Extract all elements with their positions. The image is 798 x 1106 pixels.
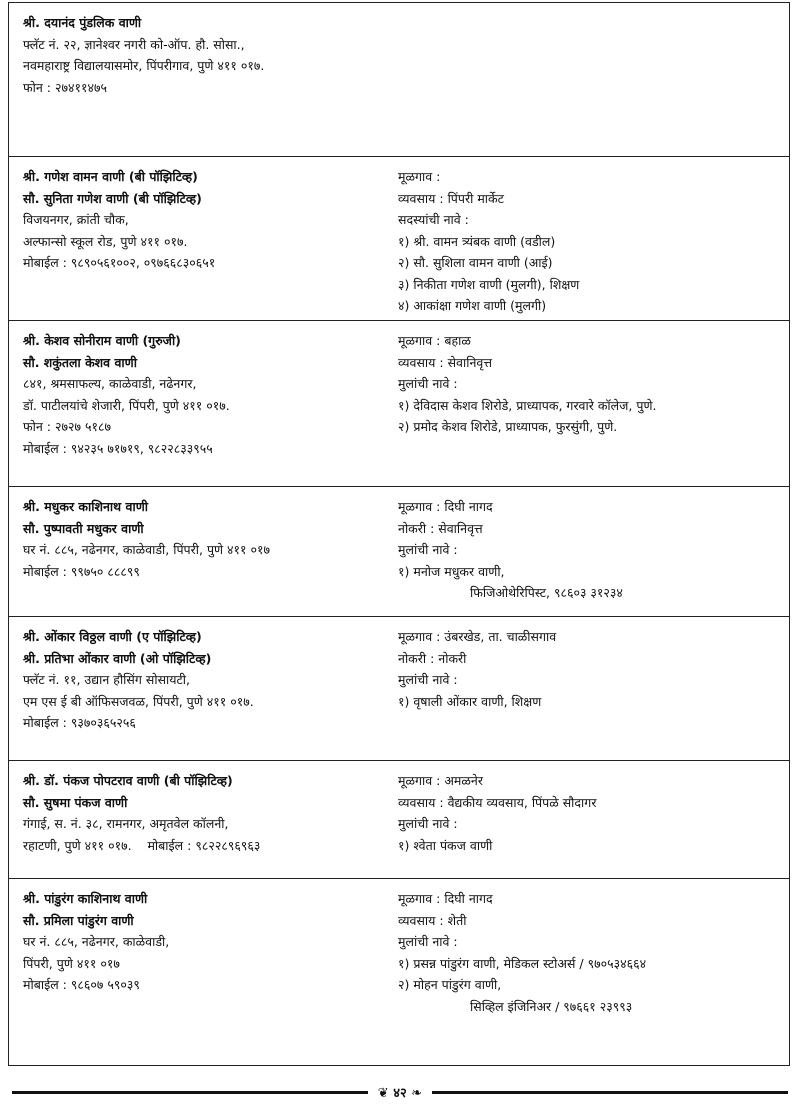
entry-contact-details [23,496,398,616]
member-item: २) सौ. सुशिला वामन वाणी (आई) [398,255,553,270]
children-heading: मुलांची नावे : [398,672,458,687]
address-line: अल्फान्सो स्कूल रोड, पुणे ४११ ०१७. [23,233,188,249]
occupation: व्यवसाय : शेती [398,912,467,928]
child-item: १) प्रसन्न पांडुरंग वाणी, मेडिकल स्टोअर्स / ९७०५३४६६४ [398,955,647,971]
children-heading: मुलांची नावे : [398,934,458,949]
member-name: श्री. केशव सोनीराम वाणी (गुरुजी) [23,333,181,348]
directory-entry-2 [8,156,790,320]
child-item: १) वृषाली ओंकार वाणी, शिक्षण [398,693,542,709]
phone-line: फोन : २७२७ ५१८७ [23,419,111,434]
entry-contact-details [23,770,398,878]
member-name: श्री. डॉ. पंकज पोपटराव वाणी (बी पॉझिटिव्ह) [23,773,233,788]
entry-contact-details [23,330,398,486]
page-number-value: ४२ [393,1086,407,1101]
entry-family-details [398,330,775,486]
member-name: श्री. ओंकार विठ्ठल वाणी (ए पॉझिटिव्ह) [23,629,202,644]
member-item: ३) निकीता गणेश वाणी (मुलगी), शिक्षण [398,276,580,292]
member-name: श्री. दयानंद पुंडलिक वाणी [23,15,142,30]
directory-entry-6 [8,760,790,878]
address-line: गंगाई, स. नं. ३८, रामनगर, अमृतवेल कॉलनी, [23,816,229,831]
address-line: ८४१, श्रमसाफल्य, काळेवाडी, नढेनगर, [23,376,197,391]
spouse-name: सौ. शकुंतला केशव वाणी [23,354,137,370]
page-footer [12,1082,788,1102]
footer-rule-left [12,1091,368,1094]
mobile-line: मोबाईल : ९८९०५६१००२, ०९७६६८३०६५१ [23,255,216,270]
address-line: नवमहाराष्ट्र विद्यालयासमोर, पिंपरीगाव, पुणे ४११ ०१७. [23,58,265,73]
occupation: व्यवसाय : वैद्यकीय व्यवसाय, पिंपळे सौदागर [398,794,597,810]
spouse-name: सौ. सुषमा पंकज वाणी [23,794,128,810]
entry-contact-details [23,888,398,1065]
entry-family-details [398,496,775,616]
child-item: १) मनोज मधुकर वाणी, [398,563,505,579]
phone-line: फोन : २७४११४७५ [23,79,107,95]
spouse-name: सौ. प्रमिला पांडुरंग वाणी [23,912,134,928]
directory-entry-7 [8,878,790,1066]
directory-entry-1 [8,2,790,156]
child-item: २) मोहन पांडुरंग वाणी, [398,977,502,992]
occupation: नोकरी : सेवानिवृत्त [398,520,483,536]
entry-family-details [398,166,775,320]
native-place: मूळगाव : बहाळ [398,333,471,348]
ornament-left-icon: ❦ [377,1086,389,1101]
children-heading: मुलांची नावे : [398,376,458,391]
directory-entry-4 [8,486,790,616]
address-line: फ्लॅट नं. ११, उद्यान हौसिंग सोसायटी, [23,672,191,687]
mobile-line: मोबाईल : ९८६०७ ५९०३९ [23,977,140,992]
address-mobile-line: रहाटणी, पुणे ४११ ०१७. मोबाईल : ९८२२८९६९६३ [23,837,261,853]
children-heading: मुलांची नावे : [398,542,458,557]
mobile-line: मोबाईल : ९३७०३६५२५६ [23,715,136,730]
entry-contact-details [23,12,398,156]
native-place: मूळगाव : दिघी नागद [398,891,493,906]
child-item: १) देविदास केशव शिरोडे, प्राध्यापक, गरवारे कॉलेज, पुणे. [398,397,657,413]
page-number [368,1083,432,1101]
entry-contact-details [23,626,398,760]
occupation: नोकरी : नोकरी [398,650,467,666]
address-line: डॉ. पाटीलयांचे शेजारी, पिंपरी, पुणे ४११ ०१७. [23,397,230,413]
members-heading: सदस्यांची नावे : [398,212,469,227]
member-name: श्री. मधुकर काशिनाथ वाणी [23,499,148,514]
mobile-line: मोबाईल : ९४२३५ ७१७१९, ९८२२८३३९५५ [23,440,213,456]
member-item: ४) आकांक्षा गणेश वाणी (मुलगी) [398,298,547,313]
entry-family-details [398,626,775,760]
spouse-name: सौ. पुष्पावती मधुकर वाणी [23,520,144,536]
address-line: फ्लॅट नं. २२, ज्ञानेश्वर नगरी को-ऑप. हौ. सोसा., [23,36,245,52]
children-heading: मुलांची नावे : [398,816,458,831]
child-item-detail: फिजिओथेरिपिस्ट, ९८६०३ ३१२३४ [470,585,623,600]
occupation: व्यवसाय : पिंपरी मार्केट [398,190,504,206]
spouse-name: सौ. सुनिता गणेश वाणी (बी पॉझिटिव्ह) [23,190,202,206]
entry-contact-details [23,166,398,320]
address-line: पिंपरी, पुणे ४११ ०१७ [23,955,120,971]
native-place: मूळगाव : अमळनेर [398,773,483,788]
directory-entry-5 [8,616,790,760]
entry-family-details [398,770,775,878]
footer-rule-right [432,1091,788,1094]
native-place: मूळगाव : उंबरखेड, ता. चाळीसगाव [398,629,557,644]
occupation: व्यवसाय : सेवानिवृत्त [398,354,492,370]
member-item: १) श्री. वामन त्र्यंबक वाणी (वडील) [398,233,556,249]
child-item: १) श्वेता पंकज वाणी [398,837,493,853]
entry-family-details [398,888,775,1065]
ornament-right-icon: ❧ [411,1086,423,1101]
address-line: घर नं. ८८५, नढेनगर, काळेवाडी, पिंपरी, पुणे ४११ ०१७ [23,542,271,557]
child-item: २) प्रमोद केशव शिरोडे, प्राध्यापक, फुरसुंगी, पुणे. [398,419,618,434]
address-line: एम एस ई बी ऑफिसजवळ, पिंपरी, पुणे ४११ ०१७. [23,693,254,709]
native-place: मूळगाव : [398,169,441,184]
spouse-name: श्री. प्रतिभा ओंकार वाणी (ओ पॉझिटिव्ह) [23,650,212,666]
address-line: घर नं. ८८५, नढेनगर, काळेवाडी, [23,934,170,949]
member-name: श्री. पांडुरंग काशिनाथ वाणी [23,891,148,906]
child-item-detail: सिव्हिल इंजिनिअर / ९७६६१ २३९९३ [470,998,633,1014]
address-line: विजयनगर, क्रांती चौक, [23,212,129,227]
entry-family-details [398,12,775,156]
directory-entry-3 [8,320,790,486]
native-place: मूळगाव : दिघी नागद [398,499,493,514]
directory-page [8,2,790,1066]
member-name: श्री. गणेश वामन वाणी (बी पॉझिटिव्ह) [23,169,198,184]
mobile-line: मोबाईल : ९९७५० ८८८९९ [23,563,140,579]
